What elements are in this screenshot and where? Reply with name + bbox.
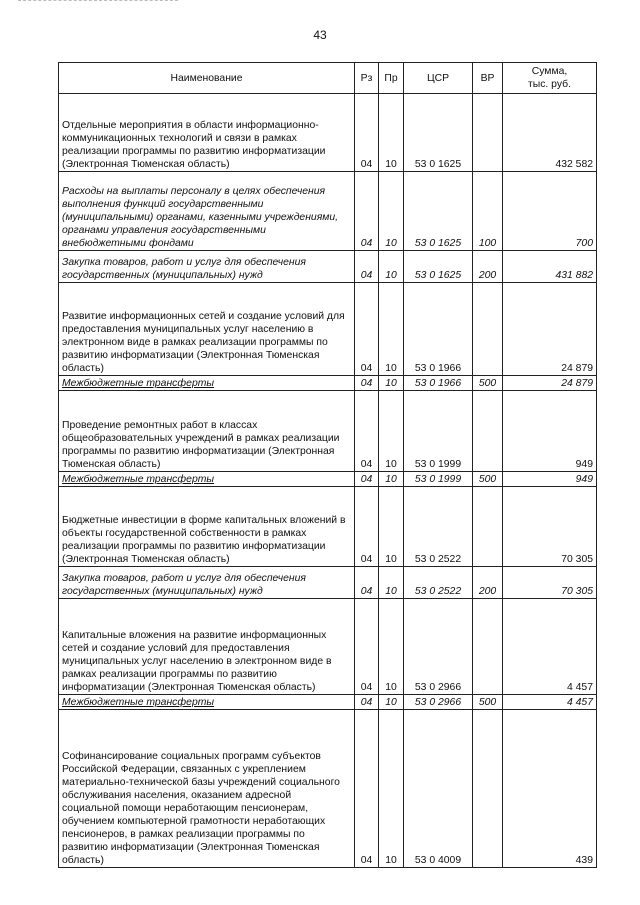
row-pr: 10 bbox=[379, 487, 404, 567]
table-row bbox=[59, 376, 597, 391]
row-name: Расходы на выплаты персоналу в целях обеспечения выполнения функций государственными (муниципальными) органами, казенными учреждениями, органами управления государственными внебюджетными фондами bbox=[59, 172, 355, 251]
table-row bbox=[59, 567, 597, 599]
row-pr: 10 bbox=[379, 376, 404, 391]
table-row bbox=[59, 487, 597, 567]
row-vr: 200 bbox=[473, 251, 503, 283]
header-vr: ВР bbox=[473, 63, 503, 94]
row-sum: 4 457 bbox=[503, 695, 597, 710]
row-pr: 10 bbox=[379, 391, 404, 472]
row-csr: 53 0 1625 bbox=[404, 251, 473, 283]
row-name bbox=[59, 472, 355, 487]
row-csr: 53 0 2522 bbox=[404, 567, 473, 599]
row-name: Капитальные вложения на развитие информационных сетей и создание условий для предоставления муниципальных услуг населению в электронном виде в рамках реализации программы по развитию информатизации (Электронная Тюменская область) bbox=[59, 599, 355, 695]
row-csr: 53 0 1625 bbox=[404, 94, 473, 172]
table-row bbox=[59, 94, 597, 172]
row-rz: 04 bbox=[355, 487, 379, 567]
row-pr: 10 bbox=[379, 567, 404, 599]
row-vr: 200 bbox=[473, 567, 503, 599]
row-name: Проведение ремонтных работ в классах общеобразовательных учреждений в рамках реализации программы по развитию информатизации (Электронная Тюменская область) bbox=[59, 391, 355, 472]
row-rz: 04 bbox=[355, 710, 379, 868]
row-rz: 04 bbox=[355, 695, 379, 710]
row-sum: 4 457 bbox=[503, 599, 597, 695]
row-name-text: Межбюджетные трансферты bbox=[62, 378, 215, 389]
table-row bbox=[59, 710, 597, 868]
table-row bbox=[59, 251, 597, 283]
row-pr: 10 bbox=[379, 695, 404, 710]
row-rz: 04 bbox=[355, 251, 379, 283]
row-csr: 53 0 1966 bbox=[404, 283, 473, 376]
row-rz: 04 bbox=[355, 567, 379, 599]
row-pr: 10 bbox=[379, 283, 404, 376]
row-vr bbox=[473, 487, 503, 567]
header-sum-line1: Сумма, bbox=[531, 66, 568, 77]
row-sum: 70 305 bbox=[503, 487, 597, 567]
row-name bbox=[59, 376, 355, 391]
row-name: Бюджетные инвестиции в форме капитальных вложений в объекты государственной собственности в рамках реализации программы по развитию информатизации (Электронная Тюменская область) bbox=[59, 487, 355, 567]
row-rz: 04 bbox=[355, 599, 379, 695]
row-name: Отдельные мероприятия в области информационно-коммуникационных технологий и связи в рамках реализации программы по развитию информатизации (Электронная Тюменская область) bbox=[59, 94, 355, 172]
row-vr bbox=[473, 94, 503, 172]
row-name: Софинансирование социальных программ субъектов Российской Федерации, связанных с укреплением материально-технической базы учреждений социального обслуживания населения, оказанием адресной социальной помощи неработающим пенсионерам, обучением компьютерной грамотности неработающих пенсионеров, в рамках реализации программы по развитию информатизации (Электронная Тюменская область) bbox=[59, 710, 355, 868]
row-name bbox=[59, 695, 355, 710]
row-rz: 04 bbox=[355, 472, 379, 487]
table-row bbox=[59, 599, 597, 695]
row-pr: 10 bbox=[379, 599, 404, 695]
row-csr: 53 0 2966 bbox=[404, 599, 473, 695]
row-rz: 04 bbox=[355, 283, 379, 376]
table-row bbox=[59, 472, 597, 487]
row-rz: 04 bbox=[355, 172, 379, 251]
page-number: 43 bbox=[313, 28, 327, 42]
header-rz: Рз bbox=[355, 63, 379, 94]
table-row bbox=[59, 283, 597, 376]
row-name: Закупка товаров, работ и услуг для обеспечения государственных (муниципальных) нужд bbox=[59, 567, 355, 599]
budget-table bbox=[58, 62, 597, 868]
row-sum: 949 bbox=[503, 472, 597, 487]
row-rz: 04 bbox=[355, 376, 379, 391]
row-vr bbox=[473, 391, 503, 472]
row-sum: 949 bbox=[503, 391, 597, 472]
row-pr: 10 bbox=[379, 94, 404, 172]
row-rz: 04 bbox=[355, 391, 379, 472]
row-csr: 53 0 1625 bbox=[404, 172, 473, 251]
row-sum: 24 879 bbox=[503, 283, 597, 376]
row-csr: 53 0 1999 bbox=[404, 472, 473, 487]
row-name-text: Межбюджетные трансферты bbox=[62, 474, 215, 485]
row-vr: 500 bbox=[473, 376, 503, 391]
row-name-text: Межбюджетные трансферты bbox=[62, 697, 215, 708]
header-sum bbox=[503, 63, 597, 94]
table-row bbox=[59, 695, 597, 710]
row-pr: 10 bbox=[379, 472, 404, 487]
table-header-row bbox=[59, 63, 597, 94]
row-vr: 100 bbox=[473, 172, 503, 251]
row-vr: 500 bbox=[473, 472, 503, 487]
row-vr bbox=[473, 710, 503, 868]
row-pr: 10 bbox=[379, 251, 404, 283]
header-pr: Пр bbox=[379, 63, 404, 94]
row-csr: 53 0 4009 bbox=[404, 710, 473, 868]
row-csr: 53 0 2522 bbox=[404, 487, 473, 567]
table-row bbox=[59, 391, 597, 472]
row-csr: 53 0 1966 bbox=[404, 376, 473, 391]
row-pr: 10 bbox=[379, 172, 404, 251]
row-name: Закупка товаров, работ и услуг для обеспечения государственных (муниципальных) нужд bbox=[59, 251, 355, 283]
header-name: Наименование bbox=[59, 63, 355, 94]
row-sum: 439 bbox=[503, 710, 597, 868]
row-sum: 24 879 bbox=[503, 376, 597, 391]
header-csr: ЦСР bbox=[404, 63, 473, 94]
row-vr bbox=[473, 283, 503, 376]
row-sum: 700 bbox=[503, 172, 597, 251]
header-sum-line2: тыс. руб. bbox=[527, 79, 571, 90]
table-row bbox=[59, 172, 597, 251]
row-vr bbox=[473, 599, 503, 695]
row-sum: 70 305 bbox=[503, 567, 597, 599]
row-csr: 53 0 1999 bbox=[404, 391, 473, 472]
row-rz: 04 bbox=[355, 94, 379, 172]
row-sum: 431 882 bbox=[503, 251, 597, 283]
row-vr: 500 bbox=[473, 695, 503, 710]
row-pr: 10 bbox=[379, 710, 404, 868]
row-name: Развитие информационных сетей и создание условий для предоставления муниципальных услуг населению в электронном виде в рамках реализации программы по развитию информатизации (Электронная Тюменская область) bbox=[59, 283, 355, 376]
row-csr: 53 0 2966 bbox=[404, 695, 473, 710]
scan-edge-marks bbox=[18, 0, 178, 5]
row-sum: 432 582 bbox=[503, 94, 597, 172]
